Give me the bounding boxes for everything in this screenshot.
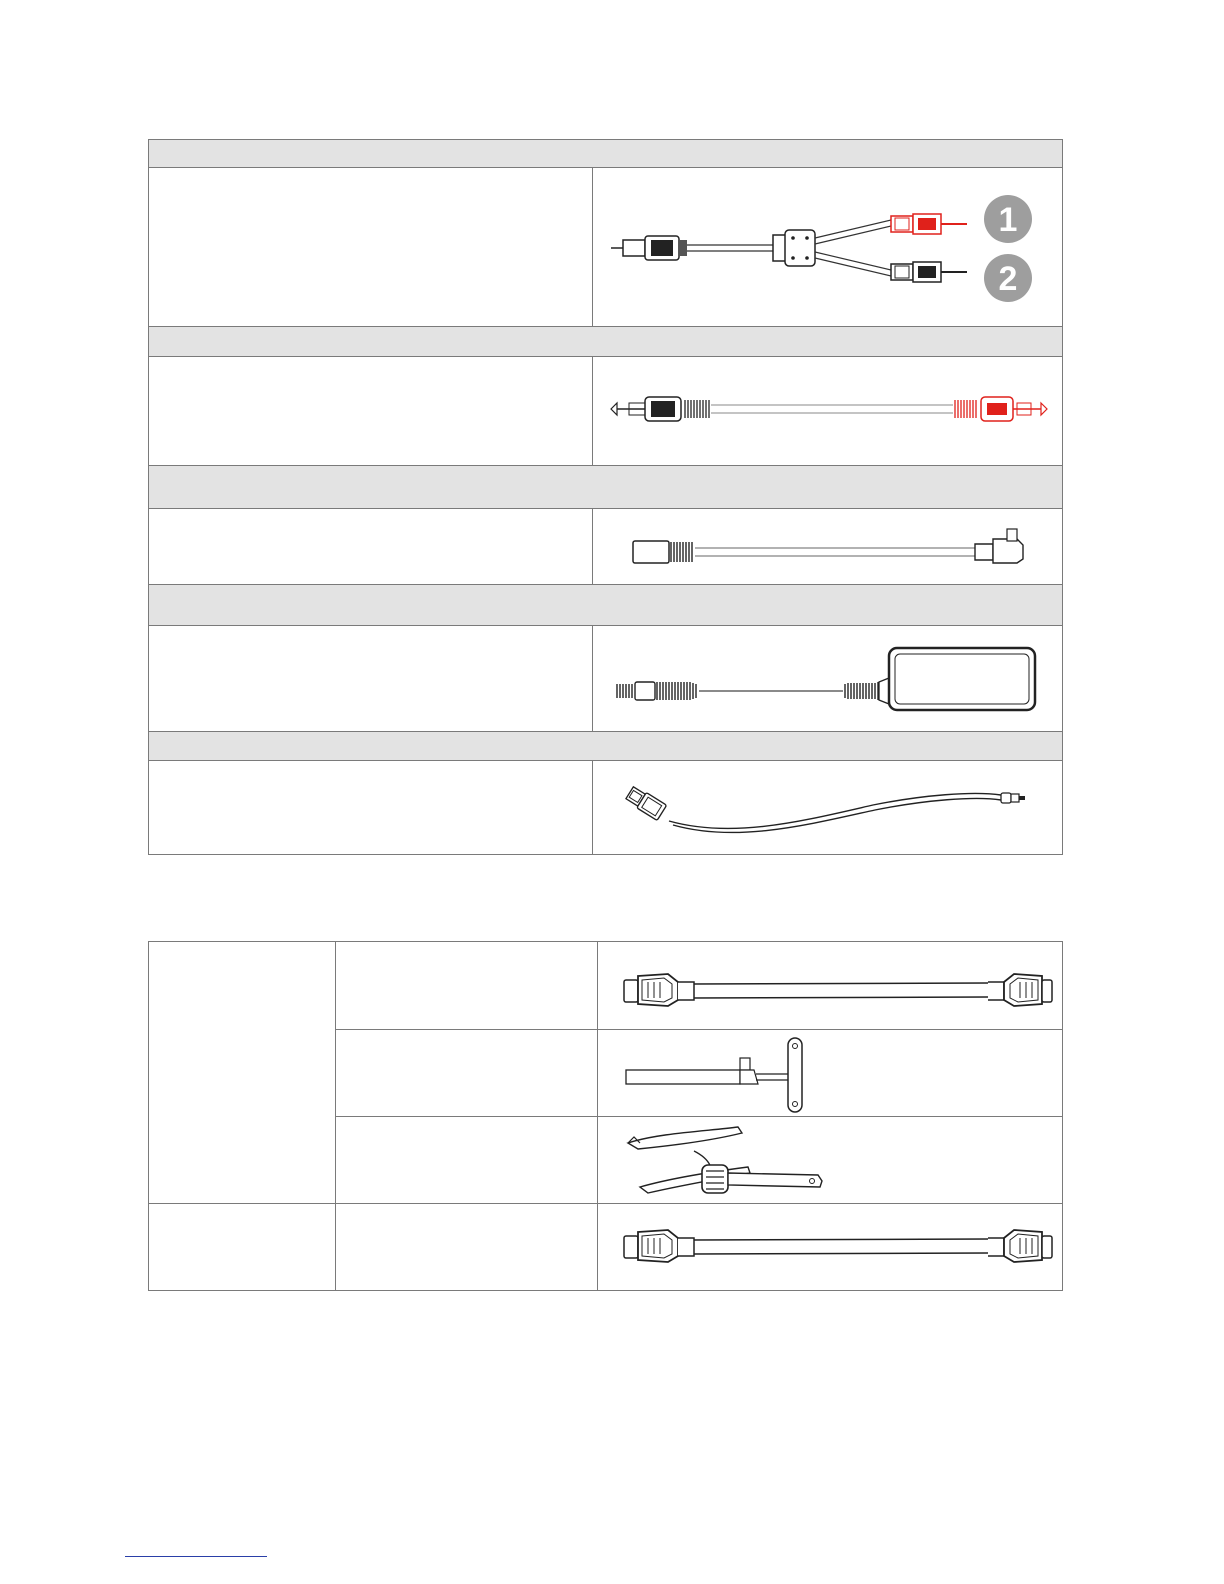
table1-row2-header xyxy=(148,326,1063,357)
table2-group2-label xyxy=(149,1204,335,1220)
table1-row5-image-cell xyxy=(592,760,1063,855)
table2-group1-label xyxy=(149,942,335,958)
table2-item2-image-cell xyxy=(597,1029,1063,1117)
table2-item4-name-cell xyxy=(335,1203,598,1291)
clip-sensor-icon xyxy=(598,1117,1064,1205)
table2-item4-image-cell xyxy=(597,1203,1063,1291)
table1-row2-image-cell xyxy=(592,356,1063,466)
table2-item4-name xyxy=(336,1204,597,1220)
table1-row4-description xyxy=(149,626,592,642)
table2-group1-label-cell xyxy=(148,941,336,1204)
table1-row5-description-cell xyxy=(148,760,593,855)
table2-item3-name-cell xyxy=(335,1116,598,1204)
ribbon-connector-cable-icon xyxy=(598,1204,1064,1292)
table2-item2-name xyxy=(336,1030,597,1046)
badge-1-label: 1 xyxy=(998,201,1018,239)
temperature-probe-icon xyxy=(598,1030,1064,1118)
table1-row4-description-cell xyxy=(148,625,593,732)
stereo-audio-cable-icon xyxy=(593,357,1064,467)
table1-row3-description xyxy=(149,509,592,525)
power-adapter-icon xyxy=(593,626,1064,733)
footer-link-underline[interactable] xyxy=(125,1556,267,1557)
table1-row5-header xyxy=(148,731,1063,761)
table2-item3-name xyxy=(336,1117,597,1133)
table1-row4-image-cell xyxy=(592,625,1063,732)
usb-cable-icon xyxy=(593,761,1064,856)
table1-row3-description-cell xyxy=(148,508,593,585)
table1-row1-header xyxy=(148,139,1063,168)
table2-item1-name-cell xyxy=(335,941,598,1030)
table1-row5-header-text xyxy=(149,724,173,756)
y-splitter-audio-cable-icon xyxy=(593,168,1064,328)
table1-row3-header xyxy=(148,465,1063,509)
table1-row5-description xyxy=(149,761,592,777)
table1-row2-header-text xyxy=(149,319,173,351)
table2-item3-image-cell xyxy=(597,1116,1063,1204)
badge-2-label: 2 xyxy=(998,260,1018,298)
table1-row1-header-text xyxy=(149,132,173,164)
table1-row1-description-cell xyxy=(148,167,593,327)
right-angle-adapter-cable-icon xyxy=(593,509,1064,586)
table1-row3-header-text xyxy=(149,458,173,490)
table1-row2-description xyxy=(149,357,592,373)
ribbon-connector-cable-icon xyxy=(598,942,1064,1031)
table1-row4-header-text xyxy=(149,577,173,609)
table1-row2-description-cell xyxy=(148,356,593,466)
table2-item2-name-cell xyxy=(335,1029,598,1117)
table1-row1-image-cell xyxy=(592,167,1063,327)
table1-row1-description xyxy=(149,168,592,184)
table1-row4-header xyxy=(148,584,1063,626)
table2-item1-image-cell xyxy=(597,941,1063,1030)
table1-row3-image-cell xyxy=(592,508,1063,585)
table2-item1-name xyxy=(336,942,597,958)
table2-group2-label-cell xyxy=(148,1203,336,1291)
